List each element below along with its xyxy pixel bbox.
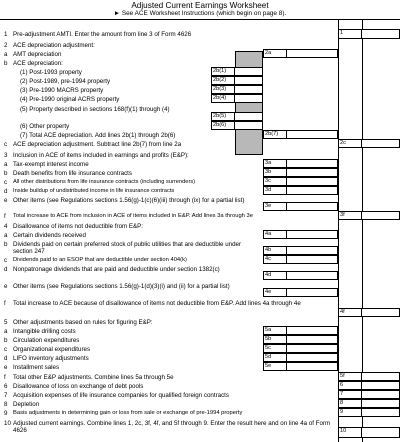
- line-number: d: [4, 355, 8, 362]
- line-number: d: [4, 188, 8, 195]
- line-box-label: 3c: [263, 177, 287, 186]
- line-text: Inclusion in ACE of items included in earnings and profits (E&P):: [13, 152, 189, 159]
- line-number: b: [4, 170, 8, 177]
- line-5b-amount[interactable]: [287, 335, 338, 344]
- line-number: 6: [4, 383, 8, 390]
- line-number: 2: [4, 42, 8, 49]
- line-box-label: 4f: [338, 308, 362, 317]
- line-text: ACE depreciation adjustment:: [13, 42, 95, 49]
- line-box-label: 5c: [263, 344, 287, 353]
- line-box-label: 1: [338, 29, 362, 39]
- line-text: (4) Pre-1990 original ACRS property: [20, 96, 120, 103]
- line-number: e: [4, 283, 8, 290]
- line-3e-amount[interactable]: [287, 202, 338, 211]
- line-7-amount[interactable]: [362, 390, 400, 399]
- line-text: (7) Total ACE depreciation. Add lines 2b(1) through 2b(6): [20, 132, 176, 139]
- line-number: e: [4, 364, 8, 371]
- line-2b3-amount[interactable]: [235, 85, 263, 94]
- line-number: 4: [4, 223, 8, 230]
- line-number: c: [4, 257, 8, 264]
- line-9-amount[interactable]: [362, 408, 400, 417]
- line-text: (3) Pre-1990 MACRS property: [20, 87, 104, 94]
- line-text: Adjusted current earnings. Combine lines 1, 2c, 3f, 4f, and 5f through 9. Enter the result here and on line 4a of Form 4626: [13, 420, 331, 434]
- line-box-label: 4c: [263, 255, 287, 264]
- line-text: Certain dividends received: [13, 232, 86, 239]
- line-box-label: 5d: [263, 353, 287, 362]
- line-number: b: [4, 241, 8, 248]
- line-text: Inside buildup of undistributed income in life insurance contracts: [13, 188, 175, 194]
- line-text: ACE depreciation:: [13, 60, 63, 67]
- line-text: Total increase to ACE from inclusion in ACE of items included in E&P. Add lines 3a through 3e: [13, 213, 253, 219]
- line-text: Disallowance of loss on exchange of debt pools: [13, 383, 144, 390]
- line-text: (2) Post-1989, pre-1994 property: [20, 78, 111, 85]
- line-4c-amount[interactable]: [287, 255, 338, 264]
- header-rule: [0, 19, 400, 20]
- line-box-label: 2b(4): [211, 94, 235, 103]
- line-text: Dividends paid on certain preferred stock of public utilities that are deductible under section 247: [13, 241, 242, 255]
- line-box-label: 3a: [263, 159, 287, 168]
- line-box-label: 4b: [263, 246, 287, 255]
- line-text: Intangible drilling costs: [13, 328, 76, 335]
- line-box-label: 4e: [263, 288, 287, 297]
- line-5e-amount[interactable]: [287, 362, 338, 371]
- line-text: Circulation expenditures: [13, 337, 80, 344]
- line-4b-amount[interactable]: [287, 246, 338, 255]
- line-text: Depletion: [13, 401, 40, 408]
- line-box-label: 2a: [263, 49, 287, 58]
- line-3b-amount[interactable]: [287, 168, 338, 177]
- worksheet-title: Adjusted Current Earnings Worksheet: [131, 1, 269, 10]
- line-number: f: [4, 213, 6, 220]
- line-10-amount[interactable]: [362, 427, 400, 438]
- line-number: c: [4, 346, 8, 353]
- line-5d-amount[interactable]: [287, 353, 338, 362]
- line-box-label: 3e: [263, 202, 287, 211]
- line-box-label: 5a: [263, 326, 287, 335]
- line-text: Nonpatronage dividends that are paid and deductible under section 1382(c): [13, 266, 220, 273]
- line-3c-amount[interactable]: [287, 177, 338, 186]
- line-text: (6) Other property: [20, 123, 70, 130]
- line-text: Organizational expenditures: [13, 346, 91, 353]
- line-4f-amount[interactable]: [362, 308, 400, 317]
- line-box-label: 2b(1): [211, 67, 235, 76]
- line-number: c: [4, 141, 8, 148]
- line-number: a: [4, 161, 8, 168]
- line-box-label: 2b(5): [211, 112, 235, 121]
- line-number: d: [4, 266, 8, 273]
- line-text: Other items (see Regulations sections 1.56(g)-1(d)(3)(i) and (ii) for a partial list): [13, 283, 230, 290]
- line-2b5-amount[interactable]: [235, 112, 263, 121]
- line-number: b: [4, 337, 8, 344]
- line-6-amount[interactable]: [362, 381, 400, 390]
- line-text: Dividends paid to an ESOP that are deductible under section 404(k): [13, 257, 187, 263]
- line-1-amount[interactable]: [362, 29, 400, 39]
- line-box-label: 8: [338, 399, 362, 408]
- line-number: 10: [4, 420, 11, 427]
- line-2b4-amount[interactable]: [235, 94, 263, 103]
- line-number: b: [4, 60, 8, 67]
- line-3f-amount[interactable]: [362, 211, 400, 220]
- line-box-label: 5b: [263, 335, 287, 344]
- line-box-label: 2b(2): [211, 76, 235, 85]
- line-number: a: [4, 232, 8, 239]
- line-2b7-amount[interactable]: [287, 130, 338, 139]
- line-box-label: 6: [338, 381, 362, 390]
- line-3a-amount[interactable]: [287, 159, 338, 168]
- line-text: Acquisition expenses of life insurance companies for qualified foreign contracts: [13, 392, 229, 399]
- line-box-label: 4a: [263, 230, 287, 239]
- line-box-label: 7: [338, 390, 362, 399]
- line-text: ACE depreciation adjustment. Subtract line 2b(7) from line 2a: [13, 141, 182, 148]
- line-4d-amount[interactable]: [287, 271, 338, 280]
- line-box-label: 2b(7): [263, 130, 287, 139]
- line-box-label: 10: [338, 427, 362, 438]
- line-box-label: 5f: [338, 372, 362, 381]
- line-box-label: 5e: [263, 362, 287, 371]
- line-text: All other distributions from life insurance contracts (including surrenders): [13, 179, 196, 185]
- line-text: (5) Property described in sections 168(f)(1) through (4): [20, 106, 170, 113]
- line-text: Disallowance of items not deductible from E&P:: [13, 223, 143, 230]
- line-number: 9: [4, 410, 8, 417]
- line-box-label: 2b(3): [211, 85, 235, 94]
- line-number: c: [4, 179, 8, 186]
- line-text: Total increase to ACE because of disallowance of items not deductible from E&P. Add lines 4a through 4e: [13, 300, 301, 307]
- line-4e-amount[interactable]: [287, 288, 338, 297]
- line-5f-amount[interactable]: [362, 372, 400, 381]
- line-2b1-amount[interactable]: [235, 67, 263, 76]
- line-text: Total other E&P adjustments. Combine lines 5a through 5e: [13, 374, 174, 381]
- line-number: 3: [4, 152, 8, 159]
- line-text: Basis adjustments in determining gain or loss from sale or exchange of pre-1994 property: [13, 410, 243, 416]
- line-text: LIFO inventory adjustments: [13, 355, 89, 362]
- line-5a-amount[interactable]: [287, 326, 338, 335]
- line-2b2-amount[interactable]: [235, 76, 263, 85]
- line-text: Installment sales: [13, 364, 60, 371]
- line-text: Other items (see Regulations sections 1.56(g)-1(c)(6)(iii) through (ix) for a partial list): [13, 197, 245, 204]
- line-number: 1: [4, 31, 8, 38]
- line-text: Tax-exempt interest income: [13, 161, 89, 168]
- line-box-label: 2c: [338, 139, 362, 148]
- worksheet-subtitle: ► See ACE Worksheet Instructions (which begin on page 8).: [113, 10, 287, 17]
- line-box-label: 2b(6): [211, 121, 235, 130]
- line-number: e: [4, 197, 8, 204]
- line-box-label: 9: [338, 408, 362, 417]
- line-number: f: [4, 374, 6, 381]
- line-2c-amount[interactable]: [362, 139, 400, 148]
- line-number: a: [4, 51, 8, 58]
- line-3d-amount[interactable]: [287, 186, 338, 195]
- line-text: Other adjustments based on rules for figuring E&P:: [13, 319, 153, 326]
- line-number: 7: [4, 392, 8, 399]
- line-text: Death benefits from life insurance contracts: [13, 170, 132, 177]
- line-box-label: 3f: [338, 211, 362, 220]
- line-2b6-amount[interactable]: [235, 121, 263, 130]
- line-8-amount[interactable]: [362, 399, 400, 408]
- line-number: 5: [4, 319, 8, 326]
- line-box-label: 4d: [263, 271, 287, 280]
- line-number: a: [4, 328, 8, 335]
- line-text: (1) Post-1993 property: [20, 69, 82, 76]
- line-text: Pre-adjustment AMTI. Enter the amount from line 3 of Form 4626: [13, 31, 192, 38]
- line-5c-amount[interactable]: [287, 344, 338, 353]
- line-4a-amount[interactable]: [287, 230, 338, 239]
- line-2a-amount[interactable]: [287, 49, 338, 58]
- line-box-label: 3d: [263, 186, 287, 195]
- line-number: 8: [4, 401, 8, 408]
- line-text: AMT depreciation: [13, 51, 62, 58]
- line-box-label: 3b: [263, 168, 287, 177]
- line-number: f: [4, 300, 6, 307]
